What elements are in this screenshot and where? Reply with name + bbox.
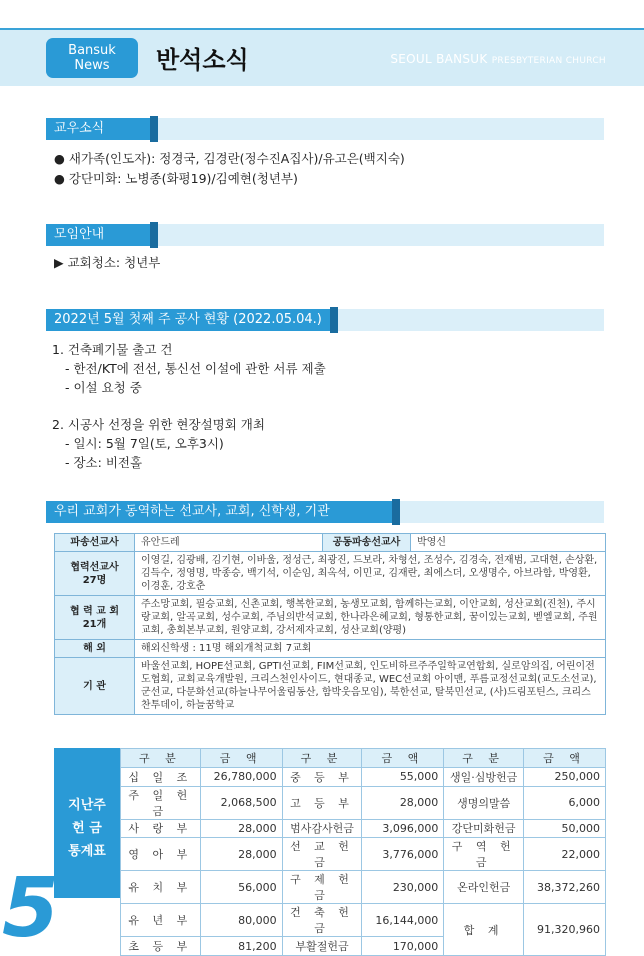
offering-category: 사 랑 부 <box>121 819 201 838</box>
meeting-item-1: 교회청소: 청년부 <box>67 255 161 270</box>
members-list <box>54 149 405 189</box>
coop-missionary-title: 협력선교사 <box>70 561 119 573</box>
page-title: 반석소식 <box>156 46 249 74</box>
section-title-members: 교우소식 <box>46 118 152 140</box>
offering-category: 유 치 부 <box>121 871 201 904</box>
offering-category: 십 일 조 <box>121 767 201 786</box>
table-header-row <box>121 749 606 768</box>
coop-missionary-value: 이영길, 김광배, 김기현, 이바울, 정성근, 최광진, 드보라, 차형선, 조성수, 김경숙, 전재범, 고대현, 손상환, 김득수, 정영명, 박종승, 백기석, 이순임, 최옥석, 이민교, 김재란, 최에스더, 오생명수, 아브라함, 박영환, 이경훈, 강호춘 <box>135 552 606 596</box>
stats-title-line: 지난주 <box>68 798 106 813</box>
overseas-label: 해 외 <box>55 640 135 658</box>
offering-category: 영 아 부 <box>121 838 201 871</box>
offering-amount: 55,000 <box>362 767 444 786</box>
total-amount: 91,320,960 <box>524 904 606 956</box>
coop-church-title: 협 력 교 회 <box>69 605 120 617</box>
construction-line: - 일시: 5월 7일(토, 오후3시) <box>65 436 224 451</box>
offering-amount: 2,068,500 <box>200 786 282 819</box>
section-title-construction: 2022년 5월 첫째 주 공사 현황 (2022.05.04.) <box>46 309 332 331</box>
church-name-main: SEOUL BANSUK <box>390 52 488 66</box>
section-bar-meeting <box>46 224 604 246</box>
offering-category: 생명의말씀 <box>444 786 524 819</box>
construction-line: 2. 시공사 선정을 위한 현장설명회 개최 <box>52 417 265 432</box>
offering-category: 고 등 부 <box>282 786 362 819</box>
logo-line-2: News <box>74 58 110 73</box>
list-item: ● 강단미화: 노병종(화평19)/김예현(청년부) <box>54 171 298 186</box>
coop-missionary-count: 27명 <box>82 574 107 586</box>
construction-line: - 장소: 비전홀 <box>65 455 143 470</box>
offering-amount: 16,144,000 <box>362 904 444 937</box>
table-row <box>121 819 606 838</box>
col-category: 구 분 <box>282 749 362 768</box>
table-row <box>55 596 606 640</box>
offering-category: 중 등 부 <box>282 767 362 786</box>
offering-category: 건 축 헌 금 <box>282 904 362 937</box>
church-name-sub: PRESBYTERIAN CHURCH <box>491 56 606 66</box>
mission-partners-table <box>54 533 606 715</box>
member-news-2: 강단미화: 노병종(화평19)/김예현(청년부) <box>68 171 298 186</box>
stats-title-line: 헌 금 <box>72 821 102 836</box>
offering-category: 선 교 헌 금 <box>282 838 362 871</box>
col-category: 구 분 <box>444 749 524 768</box>
section-title-meeting: 모임안내 <box>46 224 152 246</box>
offering-stats-table <box>120 748 606 956</box>
table-row <box>121 838 606 871</box>
col-category: 구 분 <box>121 749 201 768</box>
coop-missionary-label <box>55 552 135 596</box>
offering-stats-title <box>54 748 120 898</box>
offering-amount: 38,372,260 <box>524 871 606 904</box>
total-label: 합 계 <box>444 904 524 956</box>
offering-amount: 3,096,000 <box>362 819 444 838</box>
offering-amount: 28,000 <box>200 838 282 871</box>
offering-category: 생일·심방헌금 <box>444 767 524 786</box>
offering-amount: 6,000 <box>524 786 606 819</box>
overseas-value: 해외신학생 : 11명 해외개척교회 7교회 <box>135 640 606 658</box>
col-amount: 금 액 <box>200 749 282 768</box>
bansuk-news-logo <box>46 38 138 78</box>
section-bar-mission <box>46 501 604 523</box>
table-row <box>121 767 606 786</box>
co-dispatch-label: 공동파송선교사 <box>323 534 411 552</box>
section-title-mission: 우리 교회가 동역하는 선교사, 교회, 신학생, 기관 <box>46 501 394 523</box>
construction-status <box>52 340 326 472</box>
meeting-list <box>54 253 160 273</box>
offering-amount: 26,780,000 <box>200 767 282 786</box>
co-dispatch-value: 박영신 <box>411 534 606 552</box>
offering-category: 강단미화헌금 <box>444 819 524 838</box>
construction-line: - 한전/KT에 전선, 통신선 이설에 관한 서류 제출 <box>65 361 326 376</box>
table-row <box>121 786 606 819</box>
offering-category: 주 일 헌 금 <box>121 786 201 819</box>
church-name <box>390 52 606 66</box>
offering-amount: 230,000 <box>362 871 444 904</box>
offering-category: 초 등 부 <box>121 937 201 956</box>
org-label: 기 관 <box>55 658 135 715</box>
construction-line: 1. 건축폐기물 출고 건 <box>52 342 173 357</box>
page-number: 5 <box>2 861 60 956</box>
table-row <box>55 640 606 658</box>
offering-category: 온라인헌금 <box>444 871 524 904</box>
dispatch-value: 유안드레 <box>135 534 323 552</box>
list-item: ● 새가족(인도자): 정경국, 김경란(정수진A집사)/유고은(백지숙) <box>54 151 405 166</box>
dispatch-label: 파송선교사 <box>55 534 135 552</box>
offering-category: 유 년 부 <box>121 904 201 937</box>
section-bar-construction <box>46 309 604 331</box>
offering-amount: 80,000 <box>200 904 282 937</box>
offering-amount: 50,000 <box>524 819 606 838</box>
offering-category: 구 역 헌 금 <box>444 838 524 871</box>
offering-category: 범사감사헌금 <box>282 819 362 838</box>
section-bar-members <box>46 118 604 140</box>
offering-category: 구 제 헌 금 <box>282 871 362 904</box>
coop-church-count: 21개 <box>82 618 107 630</box>
offering-amount: 170,000 <box>362 937 444 956</box>
logo-line-1: Bansuk <box>68 43 116 58</box>
coop-church-value: 주소망교회, 필승교회, 신촌교회, 행복한교회, 농생모교회, 함께하는교회, 이안교회, 성산교회(진천), 주시랑교회, 알곡교회, 성수교회, 주님의반석교회, 한나라은혜교회, 형통한교회, 꿈이있는교회, 벧엘교회, 주원교회, 총회본부교회, 원양교회, 강서제자교회, 성산교회(양평) <box>135 596 606 640</box>
offering-amount: 250,000 <box>524 767 606 786</box>
offering-amount: 81,200 <box>200 937 282 956</box>
offering-category: 부활절헌금 <box>282 937 362 956</box>
table-row <box>121 871 606 904</box>
table-row <box>55 658 606 715</box>
offering-amount: 22,000 <box>524 838 606 871</box>
member-news-1: 새가족(인도자): 정경국, 김경란(정수진A집사)/유고은(백지숙) <box>68 151 405 166</box>
list-item: ▶ 교회청소: 청년부 <box>54 255 161 270</box>
col-amount: 금 액 <box>524 749 606 768</box>
coop-church-label <box>55 596 135 640</box>
table-row <box>121 904 606 937</box>
page-header <box>0 28 644 86</box>
table-row <box>55 534 606 552</box>
col-amount: 금 액 <box>362 749 444 768</box>
stats-title-line: 통계표 <box>68 844 106 859</box>
offering-amount: 3,776,000 <box>362 838 444 871</box>
org-value: 바울선교회, HOPE선교회, GPTI선교회, FIM선교회, 인도비하르주주일학교연합회, 실로암의집, 어린이전도협회, 교회교육개발원, 크리스천인사이드, 현대종교, WEC선교회 아이맨, 푸름교정선교회(교도소선교), 군선교, 다문화선교(하늘나무어울림동산, 함박웃음모임), 북한선교, 탈북민선교, (사)드림포틴스, 크리스찬투데이, 하늘꿈학교 <box>135 658 606 715</box>
table-row <box>55 552 606 596</box>
construction-line: - 이설 요청 중 <box>65 380 142 395</box>
offering-amount: 28,000 <box>362 786 444 819</box>
offering-amount: 28,000 <box>200 819 282 838</box>
offering-amount: 56,000 <box>200 871 282 904</box>
